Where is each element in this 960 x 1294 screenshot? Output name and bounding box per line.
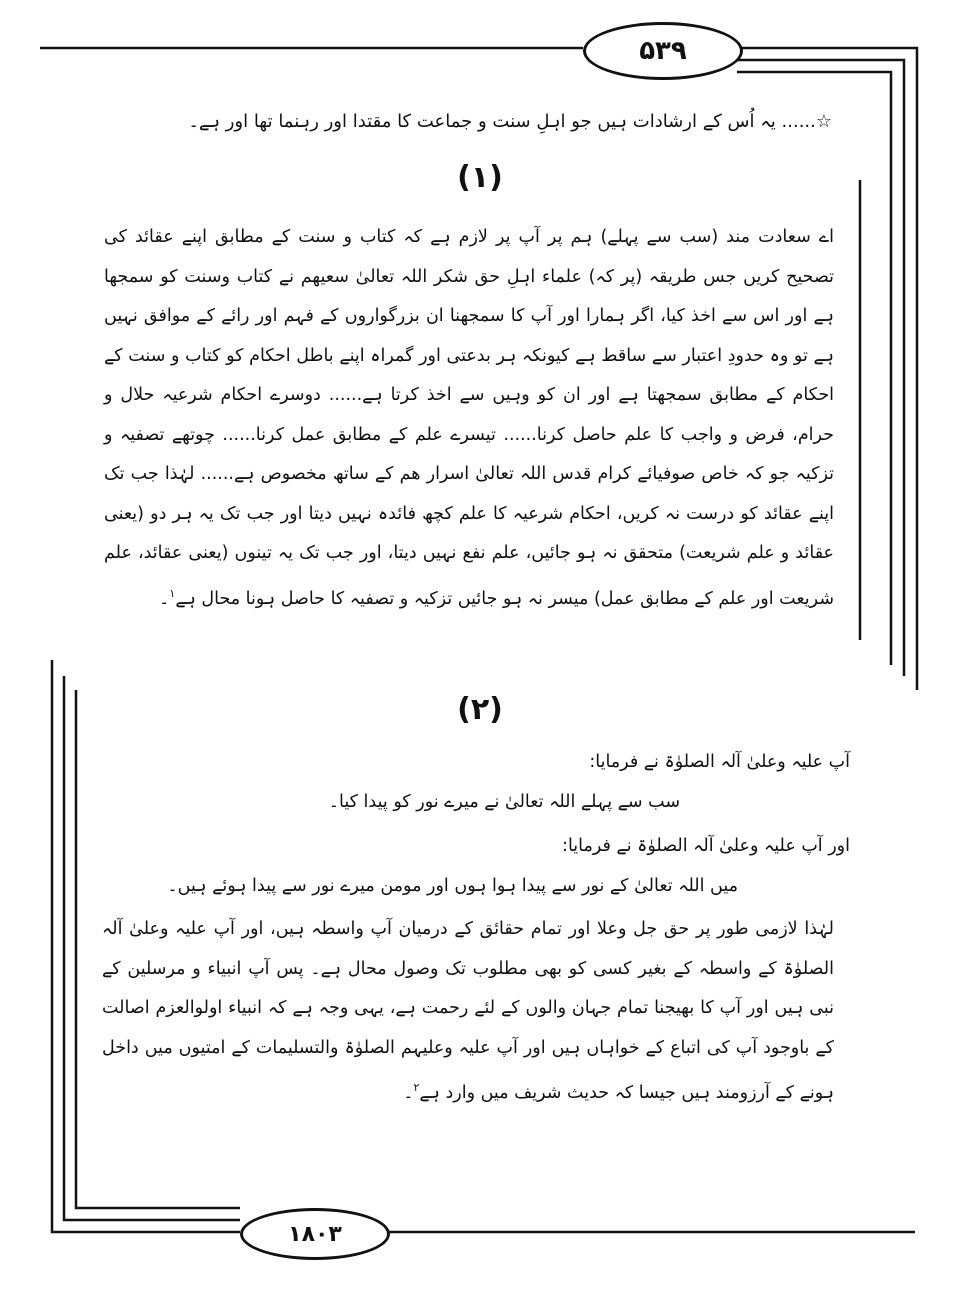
- section-2-line-3: اور آپ علیہ وعلیٰ آلہ الصلوٰۃ نے فرمایا:: [562, 836, 850, 856]
- section-2-line-4: میں اللہ تعالیٰ کے نور سے پیدا ہوا ہوں اور مومن میرے نور سے پیدا ہوئے ہیں۔: [167, 876, 738, 896]
- section-2-text: لہٰذا لازمی طور پر حق جل وعلا اور تمام حقائق کے درمیان آپ واسطہ ہیں، اور آپ علیہ وعلیٰ آلہ الصلوٰۃ کے واسطہ کے بغیر کسی کو بھی مطلوب تک وصول محال ہے۔ پس آپ انبیاء و مرسلین کے نبی ہیں اور آپ کا بھیجنا تمام جہان والوں کے لئے رحمت ہے، یہی وجہ ہے کہ انبیاء اولوالعزم اصالت کے باوجود آپ کی اتباع کے خواہاں ہیں اور آپ علیہ وعلیہم الصلوٰۃ والتسلیمات کے امتیوں میں داخل ہونے کے آرزومند ہیں جیسا کہ حدیث شریف میں وارد ہے: [102, 919, 834, 1103]
- intro-line: ☆...... یہ اُس کے ارشادات ہیں جو اہلِ سنت و جماعت کا مقتدا اور رہنما تھا اور ہے۔: [188, 111, 832, 132]
- section-2-line-2: سب سے پہلے اللہ تعالیٰ نے میرے نور کو پیدا کیا۔: [328, 792, 680, 812]
- section-2-paragraph: [102, 910, 834, 1113]
- section-1-paragraph: [104, 218, 834, 619]
- footnote-marker-2: ۲: [413, 1081, 420, 1094]
- section-2-line-1: آپ علیہ وعلیٰ آلہ الصلوٰۃ نے فرمایا:: [589, 752, 850, 772]
- section-1-heading: (۱): [457, 160, 503, 195]
- footnote-marker-1: ۱: [169, 586, 176, 600]
- section-1-end: ۔: [159, 588, 170, 609]
- page-number-bottom: ۱۸۰۳: [240, 1208, 390, 1260]
- page-number-top: ۵۳۹: [583, 22, 743, 80]
- section-2-end: ۔: [403, 1082, 414, 1103]
- section-1-text: اے سعادت مند (سب سے پہلے) ہم پر آپ پر لازم ہے کہ کتاب و سنت کے مطابق اپنے عقائد کی تصحیح کریں جس طریقہ (پر کہ) علماء اہلِ حق شکر اللہ تعالیٰ سعیھم نے کتاب وسنت کو سمجھا ہے اور اس سے اخذ کیا، اگر ہمارا اور آپ کا سمجھنا ان بزرگواروں کے فہم اور رائے کے موافق نہیں ہے تو وہ حدودِ اعتبار سے ساقط ہے کیونکہ ہر بدعتی اور گمراہ اپنے باطل احکام کو کتاب و سنت کے احکام کے مطابق سمجھتا ہے اور ان کو وہیں سے اخذ کرتا ہے...... دوسرے احکام شرعیہ حلال و حرام، فرض و واجب کا علم حاصل کرنا...... تیسرے علم کے مطابق عمل کرنا...... چوتھے تصفیہ و تزکیہ جو کہ خاص صوفیائے کرام قدس اللہ تعالیٰ اسرار ھم کے ساتھ مخصوص ہے...... لہٰذا جب تک اپنے عقائد کو درست نہ کریں، احکام شرعیہ کا علم کچھ فائدہ نہیں دیتا اور جب تک یہ ہر دو (یعنی عقائد و علم شریعت) متحقق نہ ہو جائیں، علم نفع نہیں دیتا، اور جب تک یہ تینوں (یعنی عقائد، علم شریعت اور علم کے مطابق عمل) میسر نہ ہو جائیں تزکیہ و تصفیہ کا حاصل ہونا محال ہے: [104, 227, 834, 609]
- section-2-heading: (۲): [457, 692, 503, 727]
